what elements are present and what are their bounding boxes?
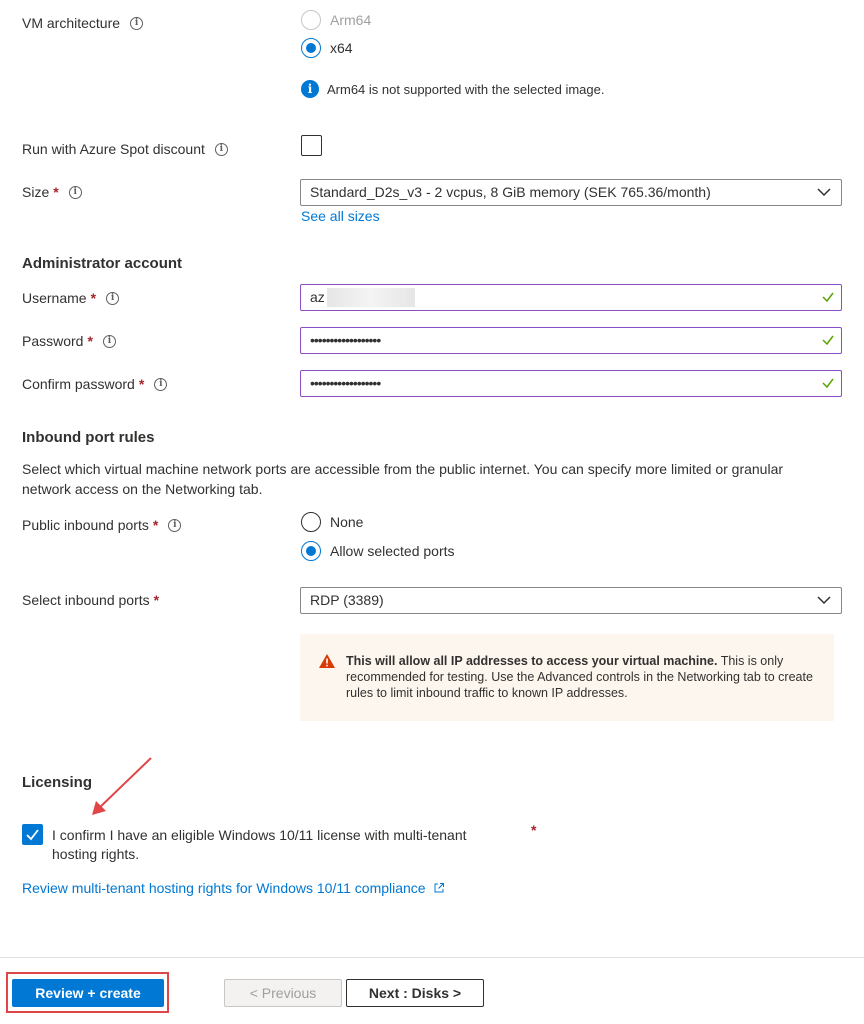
- warning-bold: This will allow all IP addresses to access your virtual machine.: [346, 654, 718, 668]
- info-icon[interactable]: i: [168, 519, 181, 532]
- review-hosting-rights-text: Review multi-tenant hosting rights for Windows 10/11 compliance: [22, 880, 426, 896]
- radio-x64[interactable]: [301, 38, 321, 58]
- username-input[interactable]: [300, 284, 842, 311]
- confirm-password-label: Confirm password * i: [22, 376, 167, 392]
- radio-allow-selected-label: Allow selected ports: [330, 543, 455, 559]
- footer-divider: [0, 957, 864, 958]
- username-label: Username * i: [22, 290, 119, 306]
- redacted-blur: [327, 288, 415, 307]
- public-ports-label: Public inbound ports * i: [22, 517, 181, 533]
- info-icon[interactable]: i: [215, 143, 228, 156]
- confirm-password-input[interactable]: [300, 370, 842, 397]
- password-label: Password * i: [22, 333, 116, 349]
- arm64-notice: Arm64 is not supported with the selected image.: [327, 82, 605, 97]
- password-value: ••••••••••••••••••: [310, 332, 381, 348]
- checkmark-icon: [25, 827, 40, 842]
- checkmark-icon: [821, 290, 835, 304]
- info-icon[interactable]: i: [69, 186, 82, 199]
- chevron-down-icon: [817, 187, 831, 197]
- warning-text: [346, 653, 826, 701]
- inbound-description: Select which virtual machine network ports are accessible from the public internet. You can specify more limited or granular network access on the Networking tab.: [22, 461, 784, 497]
- size-select[interactable]: [300, 179, 842, 206]
- info-icon[interactable]: i: [106, 292, 119, 305]
- size-select-value: Standard_D2s_v3 - 2 vcpus, 8 GiB memory (SEK 765.36/month): [310, 184, 711, 200]
- username-value: az: [310, 289, 325, 305]
- radio-none[interactable]: [301, 512, 321, 532]
- warning-icon: [318, 653, 336, 669]
- see-all-sizes-link[interactable]: See all sizes: [301, 208, 380, 224]
- spot-checkbox[interactable]: [301, 135, 322, 156]
- external-link-icon: [433, 882, 445, 894]
- chevron-down-icon: [817, 595, 831, 605]
- license-confirm-text: I confirm I have an eligible Windows 10/11 license with multi-tenant hosting rights.: [52, 827, 467, 862]
- select-ports-label: Select inbound ports *: [22, 592, 160, 608]
- radio-allow-selected[interactable]: [301, 541, 321, 561]
- vm-architecture-label: VM architecture i: [22, 15, 143, 31]
- review-hosting-rights-link[interactable]: [22, 880, 445, 896]
- radio-arm64[interactable]: [301, 10, 321, 30]
- checkmark-icon: [821, 333, 835, 347]
- checkmark-icon: [821, 376, 835, 390]
- annotation-arrow: [86, 755, 156, 820]
- admin-section-title: Administrator account: [22, 255, 183, 272]
- radio-none-label: None: [330, 514, 364, 530]
- previous-button[interactable]: < Previous: [224, 979, 342, 1007]
- inbound-section-title: Inbound port rules: [22, 429, 155, 446]
- license-required-mark: *: [531, 822, 537, 838]
- info-icon[interactable]: i: [130, 17, 143, 30]
- warning-body: This is only recommended for testing. Use the Advanced controls in the Networking tab to create rules to limit inbound traffic to known IP addresses.: [346, 654, 813, 700]
- next-disks-button[interactable]: Next : Disks >: [346, 979, 484, 1007]
- confirm-password-value: ••••••••••••••••••: [310, 375, 381, 391]
- spot-label: Run with Azure Spot discount i: [22, 141, 228, 157]
- review-create-button[interactable]: Review + create: [12, 979, 164, 1007]
- warning-box: [300, 634, 834, 721]
- inbound-ports-value: RDP (3389): [310, 592, 384, 608]
- info-filled-icon: i: [301, 80, 319, 98]
- radio-x64-label: x64: [330, 40, 353, 56]
- licensing-section-title: Licensing: [22, 774, 93, 791]
- inbound-ports-select[interactable]: [300, 587, 842, 614]
- radio-arm64-label: Arm64: [330, 12, 372, 28]
- info-icon[interactable]: i: [103, 335, 116, 348]
- size-label: Size * i: [22, 184, 82, 200]
- password-input[interactable]: [300, 327, 842, 354]
- info-icon[interactable]: i: [154, 378, 167, 391]
- license-confirm-checkbox[interactable]: [22, 824, 43, 845]
